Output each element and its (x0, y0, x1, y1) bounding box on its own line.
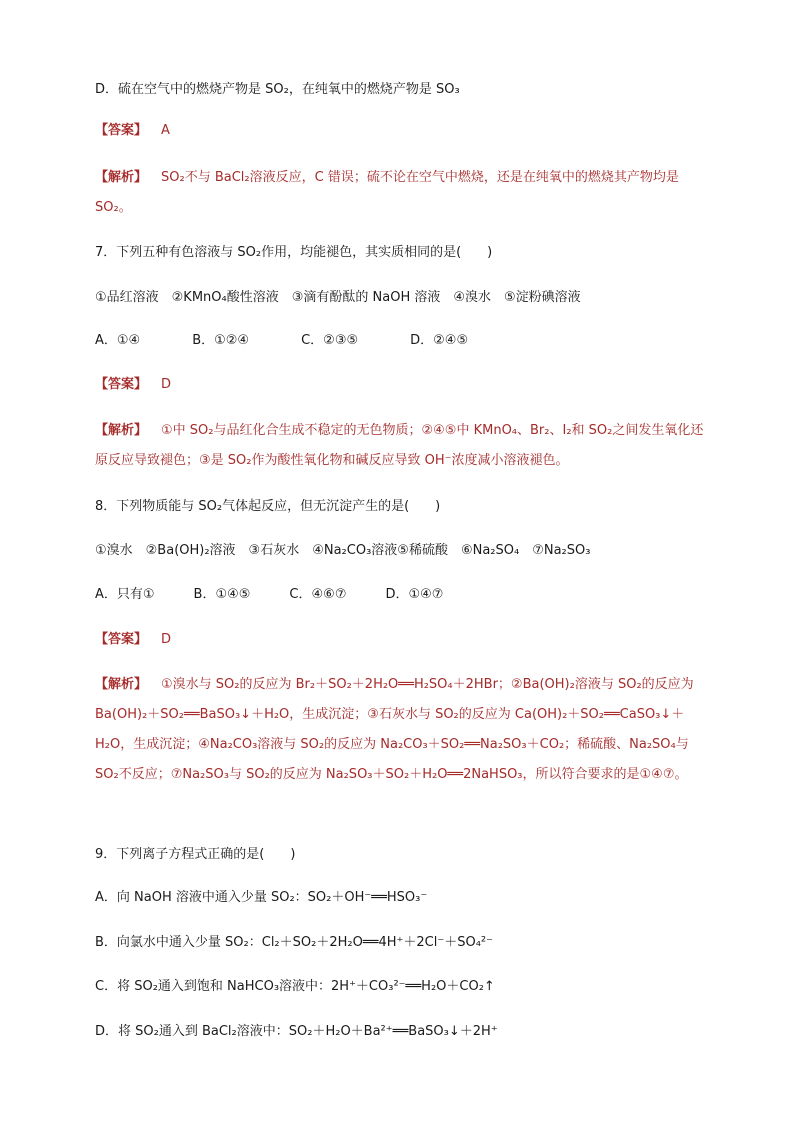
question-9-option-c (95, 972, 705, 1002)
answer-value: D (161, 377, 172, 392)
question-9-option-d (95, 1017, 705, 1047)
question-7-stem: 7．下列五种有色溶液与 SO₂作用，均能褪色，其实质相同的是( ) (95, 245, 493, 260)
question-8-items-text: ①溴水 ②Ba(OH)₂溶液 ③石灰水 ④Na₂CO₃溶液⑤稀硫酸 ⑥Na₂SO₄ ⑦Na₂SO₃ (95, 543, 591, 558)
answer-7-block (95, 370, 705, 400)
answer-block (95, 116, 705, 146)
question-7-choices-text: A．①④ B．①②④ C．②③⑤ D．②④⑤ (95, 333, 469, 348)
question-9 (95, 840, 705, 870)
explanation-tag: 【解析】 (95, 170, 148, 185)
answer-value: A (161, 123, 170, 138)
explanation-tag: 【解析】 (95, 677, 148, 692)
question-7-items-text: ①品红溶液 ②KMnO₄酸性溶液 ③滴有酚酞的 NaOH 溶液 ④溴水 ⑤淀粉碘溶液 (95, 290, 581, 305)
option-d-line (95, 75, 705, 105)
explanation-8-block (95, 670, 705, 790)
question-8-choices-text: A．只有① B．①④⑤ C．④⑥⑦ D．①④⑦ (95, 587, 444, 602)
explanation-text: ①中 SO₂与品红化合生成不稳定的无色物质；②④⑤中 KMnO₄、Br₂、I₂和 SO₂之间发生氧化还原反应导致褪色；③是 SO₂作为酸性氧化物和碱反应导致 OH⁻浓度减小溶液褪色。 (95, 423, 704, 468)
answer-tag: 【答案】 (95, 377, 148, 392)
option-b-text: B．向氯水中通入少量 SO₂：Cl₂＋SO₂＋2H₂O══4H⁺＋2Cl⁻＋SO₄²⁻ (95, 935, 493, 950)
question-8 (95, 492, 705, 522)
option-a-text: A．向 NaOH 溶液中通入少量 SO₂：SO₂＋OH⁻══HSO₃⁻ (95, 890, 428, 905)
question-9-option-a (95, 883, 705, 913)
option-d-text: D．将 SO₂通入到 BaCl₂溶液中：SO₂＋H₂O＋Ba²⁺══BaSO₃↓＋2H⁺ (95, 1024, 498, 1039)
question-7-choices (95, 326, 705, 356)
answer-tag: 【答案】 (95, 123, 148, 138)
question-9-option-b (95, 928, 705, 958)
question-7 (95, 238, 705, 268)
explanation-tag: 【解析】 (95, 423, 148, 438)
question-8-choices (95, 580, 705, 610)
answer-value: D (161, 632, 172, 647)
question-7-items (95, 283, 705, 313)
option-d-text: D．硫在空气中的燃烧产物是 SO₂，在纯氧中的燃烧产物是 SO₃ (95, 82, 460, 97)
question-8-stem: 8．下列物质能与 SO₂气体起反应，但无沉淀产生的是( ) (95, 499, 441, 514)
question-8-items (95, 536, 705, 566)
option-c-text: C．将 SO₂通入到饱和 NaHCO₃溶液中：2H⁺＋CO₃²⁻══H₂O＋CO₂↑ (95, 979, 495, 994)
explanation-text: SO₂不与 BaCl₂溶液反应，C 错误；硫不论在空气中燃烧，还是在纯氧中的燃烧其产物均是 SO₂。 (95, 170, 679, 215)
answer-tag: 【答案】 (95, 632, 148, 647)
question-9-stem: 9．下列离子方程式正确的是( ) (95, 847, 296, 862)
answer-8-block (95, 625, 705, 655)
explanation-block (95, 163, 705, 223)
explanation-text: ①溴水与 SO₂的反应为 Br₂＋SO₂＋2H₂O══H₂SO₄＋2HBr；②Ba(OH)₂溶液与 SO₂的反应为 Ba(OH)₂＋SO₂══BaSO₃↓＋H₂O，生成沉淀；③石灰水与 SO₂的反应为 Ca(OH)₂＋SO₂══CaSO₃↓＋H₂O，生成沉淀；④Na₂CO₃溶液与 SO₂的反应为 Na₂CO₃＋SO₂══Na₂SO₃＋CO₂；稀硫酸、Na₂SO₄与 SO₂不反应；⑦Na₂SO₃与 SO₂的反应为 Na₂SO₃＋SO₂＋H₂O══2NaHSO₃，所以符合要求的是①④⑦。 (95, 677, 694, 782)
explanation-7-block (95, 416, 705, 476)
